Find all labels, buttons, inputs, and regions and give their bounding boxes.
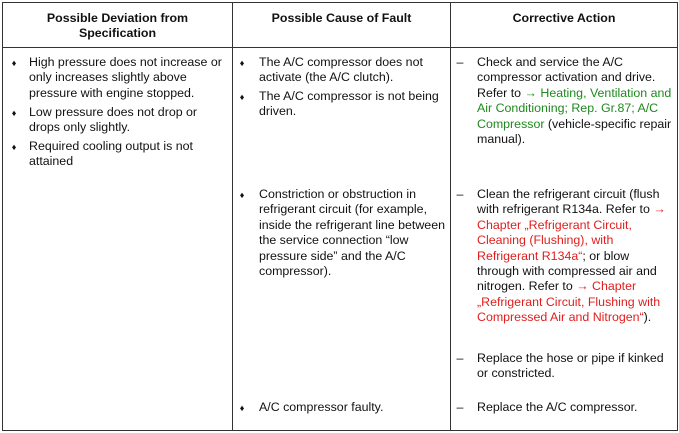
action-text: Replace the hose or pipe if kinked or constricted. <box>477 351 664 381</box>
header-row <box>3 3 678 48</box>
body-row <box>3 48 678 431</box>
dash-icon: – <box>456 187 464 201</box>
bullet-icon: ♦ <box>11 108 17 118</box>
header-deviation: Possible Deviation from Specification <box>3 3 233 48</box>
action-text-part: Clean the refrigerant circuit (flush with refrigerant R134a. Refer to <box>477 187 660 217</box>
action-text <box>477 55 673 147</box>
action-text-part: ). <box>643 310 652 325</box>
action-text-part: Check and service the A/C compressor activation and drive. Refer to <box>477 55 656 100</box>
bullet-icon: ♦ <box>239 58 245 68</box>
bullet-icon: ♦ <box>11 58 17 68</box>
cause-text: Constriction or obstruction in refrigerant circuit (for example, inside the refrigerant line between the service connection “low pressure side” and the A/C compressor). <box>259 187 445 279</box>
cause-text: The A/C compressor does not activate (the A/C clutch). <box>259 55 423 85</box>
header-action: Corrective Action <box>451 3 678 48</box>
deviation-text: High pressure does not increase or only increases slightly above pressure with engine stopped. <box>29 55 222 100</box>
action-text <box>477 187 673 326</box>
cause-cell <box>233 48 451 431</box>
bullet-icon: ♦ <box>239 190 245 200</box>
bullet-icon: ♦ <box>239 403 245 413</box>
diagnosis-table <box>2 2 678 431</box>
cause-text: A/C compressor faulty. <box>259 400 384 414</box>
dash-icon: – <box>456 400 464 414</box>
action-cell <box>451 48 678 431</box>
refrigerant-flushing-link[interactable]: → Chapter „Refrigerant Circuit, Cleaning (Flushing), with Refrigerant R134a“ <box>477 202 666 263</box>
deviation-text: Required cooling output is not attained <box>29 139 193 169</box>
bullet-icon: ♦ <box>239 92 245 102</box>
action-text: Replace the A/C compressor. <box>477 400 638 414</box>
deviation-cell <box>3 48 233 431</box>
deviation-text: Low pressure does not drop or drops only slightly. <box>29 105 198 135</box>
action-text-part: ; or blow through with compressed air and nitrogen. Refer to <box>477 248 657 294</box>
bullet-icon: ♦ <box>11 142 17 152</box>
header-cause: Possible Cause of Fault <box>233 3 451 48</box>
action-text-part: (vehicle-specific repair manual). <box>477 116 672 147</box>
compressed-air-flushing-link[interactable]: → Chapter „Refrigerant Circuit, Flushing with Compressed Air and Nitrogen“ <box>477 279 661 325</box>
cause-text: The A/C compressor is not being driven. <box>259 89 439 119</box>
dash-icon: – <box>456 351 464 365</box>
dash-icon: – <box>456 55 464 69</box>
heating-ventilation-link[interactable]: → Heating, Ventilation and Air Conditioning; Rep. Gr.87; A/C Compressor <box>477 85 672 131</box>
